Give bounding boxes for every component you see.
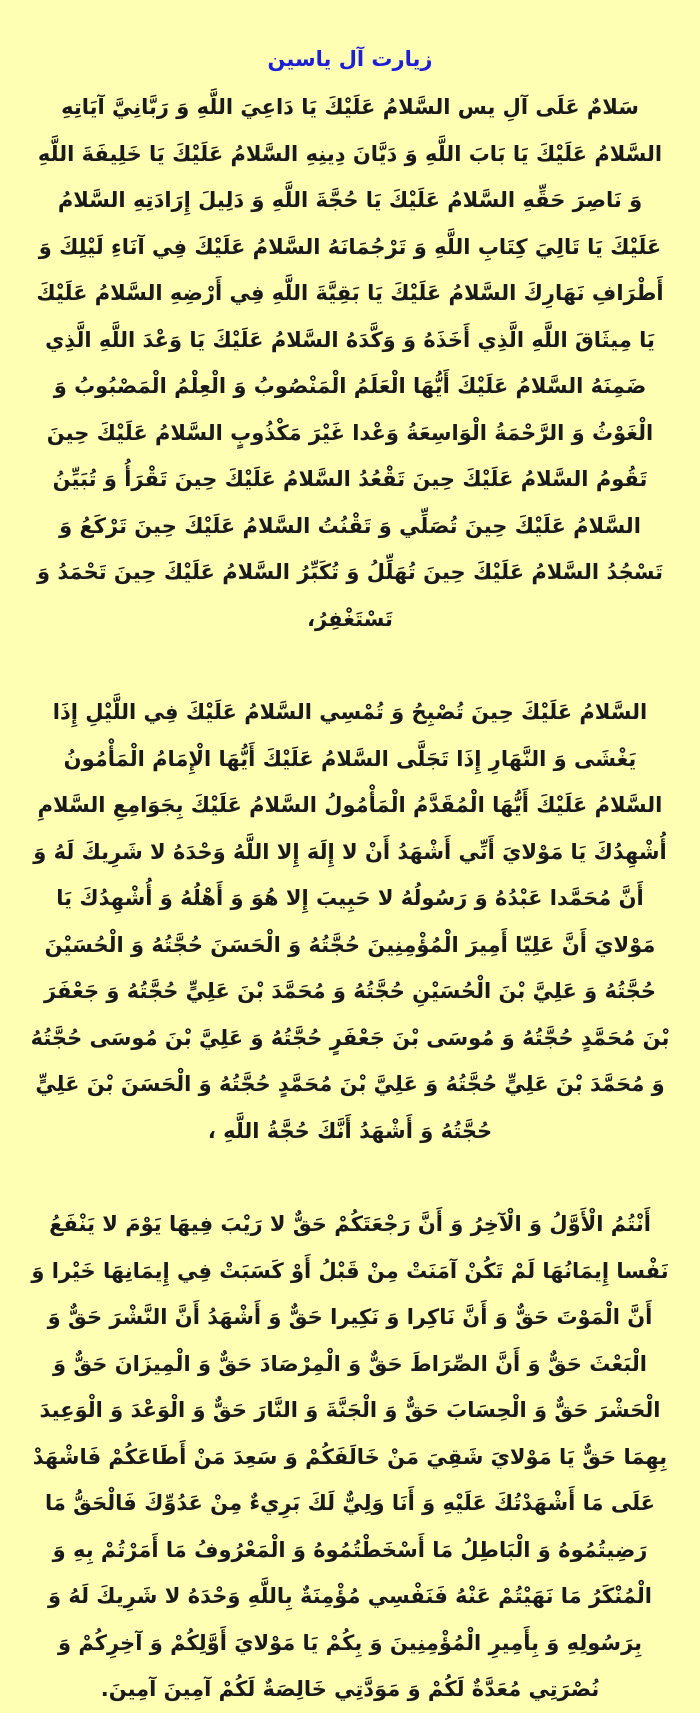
paragraph-spacer [30, 642, 670, 689]
page-title: زيارت آل ياسين [267, 47, 433, 71]
ziyarat-paragraph-1: سَلامٌ عَلَى آلِ يس السَّلامُ عَلَيْكَ يَا دَاعِيَ اللَّهِ وَ رَبَّانِيَّ آيَاتِهِ السَّلامُ عَلَيْكَ يَا بَابَ اللَّهِ وَ دَيَّانَ دِينِهِ السَّلامُ عَلَيْكَ يَا خَلِيفَةَ اللَّهِ وَ نَاصِرَ حَقِّهِ السَّلامُ عَلَيْكَ يَا حُجَّةَ اللَّهِ وَ دَلِيلَ إِرَادَتِهِ السَّلامُ عَلَيْكَ يَا تَالِيَ كِتَابِ اللَّهِ وَ تَرْجُمَانَهُ السَّلامُ عَلَيْكَ فِي آنَاءِ لَيْلِكَ وَ أَطْرَافِ نَهَارِكَ السَّلامُ عَلَيْكَ يَا بَقِيَّةَ اللَّهِ فِي أَرْضِهِ السَّلامُ عَلَيْكَ يَا مِيثَاقَ اللَّهِ الَّذِي أَخَذَهُ وَ وَكَّدَهُ السَّلامُ عَلَيْكَ يَا وَعْدَ اللَّهِ الَّذِي ضَمِنَهُ السَّلامُ عَلَيْكَ أَيُّهَا الْعَلَمُ الْمَنْصُوبُ وَ الْعِلْمُ الْمَصْبُوبُ وَ الْغَوْثُ وَ الرَّحْمَةُ الْوَاسِعَةُ وَعْدا غَيْرَ مَكْذُوبٍ السَّلامُ عَلَيْكَ حِينَ تَقُومُ السَّلامُ عَلَيْكَ حِينَ تَقْعُدُ السَّلامُ عَلَيْكَ حِينَ تَقْرَأُ وَ تُبَيِّنُ السَّلامُ عَلَيْكَ حِينَ تُصَلِّي وَ تَقْنُتُ السَّلامُ عَلَيْكَ حِينَ تَرْكَعُ وَ تَسْجُدُ السَّلامُ عَلَيْكَ حِينَ تُهَلِّلُ وَ تُكَبِّرُ السَّلامُ عَلَيْكَ حِينَ تَحْمَدُ وَ تَسْتَغْفِرُ، [36, 95, 664, 631]
ziyarat-paragraph-3: أَنْتُمُ الْأَوَّلُ وَ الْآخِرُ وَ أَنَّ رَجْعَتَكُمْ حَقٌّ لا رَيْبَ فِيهَا يَوْمَ لا يَنْفَعُ نَفْسا إِيمَانُهَا لَمْ تَكُنْ آمَنَتْ مِنْ قَبْلُ أَوْ كَسَبَتْ فِي إِيمَانِهَا خَيْرا وَ أَنَّ الْمَوْتَ حَقٌّ وَ أَنَّ نَاكِرا وَ نَكِيرا حَقٌّ وَ أَشْهَدُ أَنَّ النَّشْرَ حَقٌّ وَ الْبَعْثَ حَقٌّ وَ أَنَّ الصِّرَاطَ حَقٌّ وَ الْمِرْصَادَ حَقٌّ وَ الْمِيزَانَ حَقٌّ وَ الْحَشْرَ حَقٌّ وَ الْحِسَابَ حَقٌّ وَ الْجَنَّةَ وَ النَّارَ حَقٌّ وَ الْوَعْدَ وَ الْوَعِيدَ بِهِمَا حَقٌّ يَا مَوْلايَ شَقِيَ مَنْ خَالَفَكُمْ وَ سَعِدَ مَنْ أَطَاعَكُمْ فَاشْهَدْ عَلَى مَا أَشْهَدْتُكَ عَلَيْهِ وَ أَنَا وَلِيٌّ لَكَ بَرِيءٌ مِنْ عَدُوِّكَ فَالْحَقُّ مَا رَضِيتُمُوهُ وَ الْبَاطِلُ مَا أَسْخَطْتُمُوهُ وَ الْمَعْرُوفُ مَا أَمَرْتُمْ بِهِ وَ الْمُنْكَرُ مَا نَهَيْتُمْ عَنْهُ فَنَفْسِي مُؤْمِنَةٌ بِاللَّهِ وَحْدَهُ لا شَرِيكَ لَهُ وَ بِرَسُولِهِ وَ بِأَمِيرِ الْمُؤْمِنِينَ وَ بِكُمْ يَا مَوْلايَ أَوَّلِكُمْ وَ آخِرِكُمْ وَ نُصْرَتِي مُعَدَّةٌ لَكُمْ وَ مَوَدَّتِي خَالِصَةٌ لَكُمْ آمِينَ آمِينَ. [31, 1212, 669, 1701]
paragraph-spacer [30, 1154, 670, 1201]
ziyarat-paragraph-2: السَّلامُ عَلَيْكَ حِينَ تُصْبِحُ وَ تُمْسِي السَّلامُ عَلَيْكَ فِي اللَّيْلِ إِذَا يَغْشَى وَ النَّهَارِ إِذَا تَجَلَّى السَّلامُ عَلَيْكَ أَيُّهَا الْإِمَامُ الْمَأْمُونُ السَّلامُ عَلَيْكَ أَيُّهَا الْمُقَدَّمُ الْمَأْمُولُ السَّلامُ عَلَيْكَ بِجَوَامِعِ السَّلامِ أُشْهِدُكَ يَا مَوْلايَ أَنِّي أَشْهَدُ أَنْ لا إِلَهَ إِلا اللَّهُ وَحْدَهُ لا شَرِيكَ لَهُ وَ أَنَّ مُحَمَّدا عَبْدُهُ وَ رَسُولُهُ لا حَبِيبَ إِلا هُوَ وَ أَهْلُهُ وَ أُشْهِدُكَ يَا مَوْلايَ أَنَّ عَلِيّا أَمِيرَ الْمُؤْمِنِينَ حُجَّتُهُ وَ الْحَسَنَ حُجَّتُهُ وَ الْحُسَيْنَ حُجَّتُهُ وَ عَلِيَّ بْنَ الْحُسَيْنِ حُجَّتُهُ وَ مُحَمَّدَ بْنَ عَلِيٍّ حُجَّتُهُ وَ جَعْفَرَ بْنَ مُحَمَّدٍ حُجَّتُهُ وَ مُوسَى بْنَ جَعْفَرٍ حُجَّتُهُ وَ عَلِيَّ بْنَ مُوسَى حُجَّتُهُ وَ مُحَمَّدَ بْنَ عَلِيٍّ حُجَّتُهُ وَ عَلِيَّ بْنَ مُحَمَّدٍ حُجَّتُهُ وَ الْحَسَنَ بْنَ عَلِيٍّ حُجَّتُهُ وَ أَشْهَدُ أَنَّكَ حُجَّةُ اللَّهِ ، [30, 700, 670, 1143]
